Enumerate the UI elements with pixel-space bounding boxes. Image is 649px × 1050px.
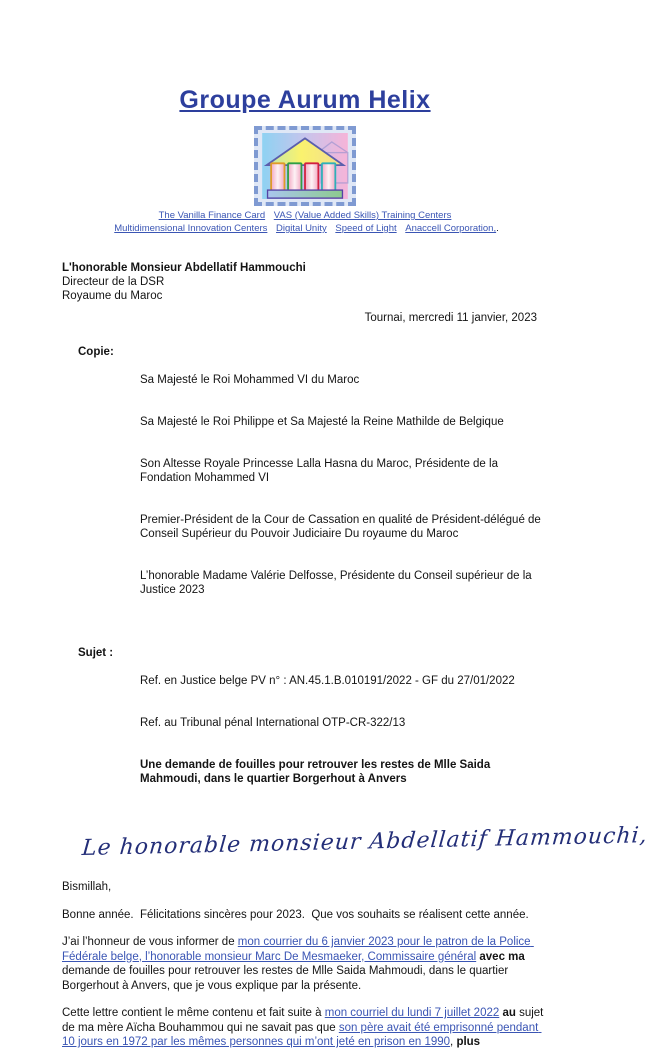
- subject-ref-tribunal-penal: Ref. au Tribunal pénal International OTP-CR-322/13: [140, 717, 406, 729]
- link-courrier-6-janvier-2023[interactable]: mon courrier du 6 janvier 2023 pour le patron de la Police Fédérale belge, l’honorable monsieur Marc De Mesmaeker, Commissaire général: [62, 936, 534, 963]
- paragraph-greeting: Bismillah,: [62, 881, 112, 893]
- copy-item: Son Altesse Royale Princesse Lalla Hasna du Maroc, Présidente de la Fondation Mohammed VI: [140, 458, 502, 484]
- paragraph-courrier: [62, 935, 547, 993]
- copy-item: L’honorable Madame Valérie Delfosse, Présidente du Conseil supérieur de la Justice 2023: [140, 570, 535, 596]
- paragraph-courriel: [62, 1006, 547, 1050]
- link-vanilla-finance-card[interactable]: The Vanilla Finance Card: [158, 210, 266, 221]
- link-vas-training-centers[interactable]: VAS (Value Added Skills) Training Centers: [273, 210, 452, 221]
- company-title-link[interactable]: Groupe Aurum Helix: [179, 86, 431, 114]
- subject-block: [0, 646, 610, 814]
- recipient-name: L'honorable Monsieur Abdellatif Hammouchi: [62, 262, 306, 274]
- link-pere-emprisonne-1972[interactable]: son père avait été emprisonné pendant 10 jours en 1972 par les mêmes personnes qui m’ont jeté en prison en 1990: [62, 1021, 542, 1048]
- subject-ref-justice-belge: Ref. en Justice belge PV n° : AN.45.1.B.010191/2022 - GF du 27/01/2022: [140, 675, 515, 687]
- paragraph-new-year: Bonne année. Félicitations sincères pour 2023. Que vos souhaits se réalisent cette année.: [62, 908, 529, 921]
- p4-sep: ,: [450, 1036, 457, 1048]
- recipient-country: Royaume du Maroc: [62, 290, 163, 302]
- copy-list: [140, 345, 546, 625]
- link-multidimensional-innovation-centers[interactable]: Multidimensional Innovation Centers: [114, 223, 268, 234]
- copy-item: Sa Majesté le Roi Philippe et Sa Majesté la Reine Mathilde de Belgique: [140, 416, 504, 428]
- subject-content: [140, 646, 546, 814]
- nav-links-row-1: [0, 209, 610, 222]
- p4-bold-plus: plus: [456, 1036, 481, 1048]
- link-digital-unity[interactable]: Digital Unity: [276, 223, 327, 234]
- p4-bold-au: au: [499, 1007, 516, 1019]
- logo-row: [0, 126, 610, 206]
- copy-item: Sa Majesté le Roi Mohammed VI du Maroc: [140, 374, 360, 386]
- p4-intro: Cette lettre contient le même contenu et fait suite à: [62, 1007, 325, 1019]
- handwritten-annotation: Le honorable monsieur Abdellatif Hammouchi,: [80, 823, 649, 862]
- p4-mid: sujet de ma mère Aïcha Bouhammou qui ne savait pas que: [62, 1007, 547, 1034]
- link-anaccell-corporation[interactable]: Anaccell Corporation,: [405, 223, 497, 234]
- house-logo-image: [254, 126, 356, 206]
- link-courriel-7-juillet-2022[interactable]: mon courriel du lundi 7 juillet 2022: [324, 1007, 500, 1019]
- recipient-address: [62, 261, 610, 303]
- subject-label: Sujet :: [78, 647, 114, 659]
- p3-rest: demande de fouilles pour retrouver les restes de Mlle Saida Mahmoudi, dans le quartier Borgerhout à Anvers, que je vous explique par la présente.: [62, 950, 528, 992]
- link-speed-of-light[interactable]: Speed of Light: [335, 223, 397, 234]
- nav-links: [0, 209, 610, 235]
- p3-intro: J’ai l’honneur de vous informer de: [62, 936, 238, 948]
- copy-block: [0, 345, 610, 625]
- subject-request: Une demande de fouilles pour retrouver les restes de Mlle Saida Mahmoudi, dans le quartier Borgerhout à Anvers: [140, 759, 494, 785]
- copy-label: Copie:: [78, 346, 114, 358]
- p3-bold: avec ma: [476, 950, 525, 963]
- recipient-role: Directeur de la DSR: [62, 276, 165, 288]
- page-header: [0, 0, 610, 115]
- dateline: Tournai, mercredi 11 janvier, 2023: [364, 312, 537, 324]
- nav-links-row-2: [0, 222, 610, 235]
- trailing-period: .: [496, 223, 499, 234]
- copy-item: Premier-Président de la Cour de Cassation en qualité de Président-délégué de Conseil Supérieur du Pouvoir Judiciaire Du royaume du Maroc: [140, 514, 545, 540]
- house-logo-graphic: [261, 133, 349, 199]
